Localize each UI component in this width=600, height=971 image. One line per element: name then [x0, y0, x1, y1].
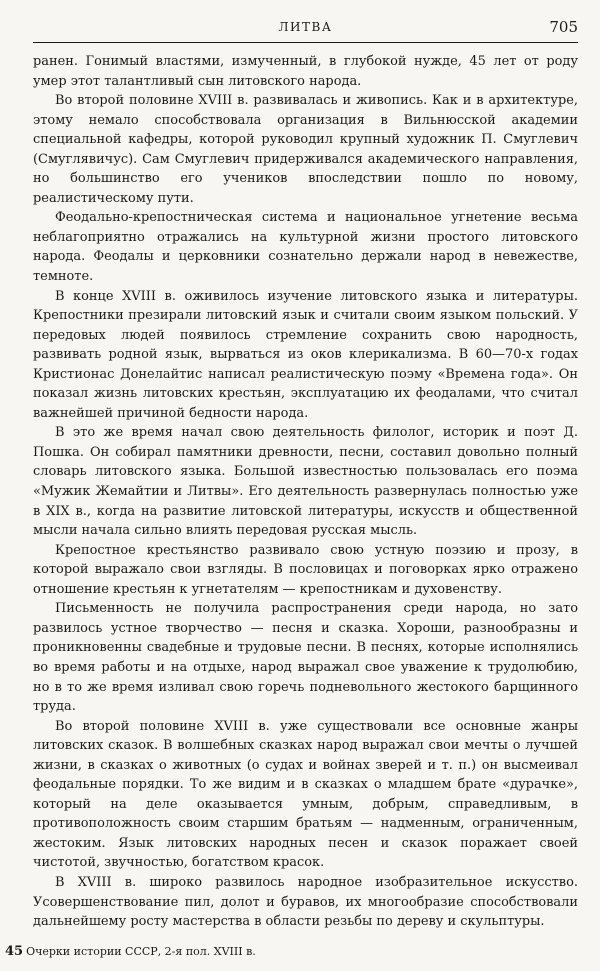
page-header [33, 18, 578, 40]
body-text [33, 52, 578, 932]
paragraph: В XVIII в. широко развилось народное изобразительное искусство. Усовершенствование пил, долот и буравов, их многообразие способствовали дальнейшему росту мастерства в области резьбы по дереву и скульптуры. [33, 874, 578, 930]
imprint: Очерки истории СССР, 2-я пол. XVIII в. [26, 945, 256, 958]
page-number: 705 [549, 18, 578, 36]
paragraph: Крепостное крестьянство развивало свою устную поэзию и прозу, в которой выражало свои взгляды. В пословицах и поговорках ярко отражено отношение крестьян к угнетателям — крепостникам и духовенству. [33, 542, 578, 597]
header-rule [33, 42, 578, 43]
paragraph: В это же время начал свою деятельность филолог, историк и поэт Д. Пошка. Он собирал памятники древности, песни, составил довольно полный словарь литовского языка. Большой известностью пользовалась его поэма «Мужик Жемайтии и Литвы». Его деятельность развернулась полностью уже в XIX в., когда на развитие литовской литературы, искусств и общественной мысли начала сильно влиять передовая русская мысль. [33, 425, 578, 539]
paragraph: Во второй половине XVIII в. уже существовали все основные жанры литовских сказок. В волшебных сказках народ выражал свои мечты о лучшей жизни, в сказках о животных (о судах и войнах зверей и т. п.) он высмеивал феодальные порядки. То же видим и в сказках о младшем брате «дурачке», который на деле оказывается умным, добрым, справедливым, в противоположность своим старшим братьям — надменным, ограниченным, жестоким. Язык литовских народных песен и сказок поражает своей чистотой, звучностью, богатством красок. [33, 718, 578, 871]
paragraph: В конце XVIII в. оживилось изучение литовского языка и литературы. Крепостники презирали литовский язык и считали своим языком польский. У передовых людей появилось стремление сохранить свою народность, развивать родной язык, вырваться из оков клерикализма. В 60—70-х годах Кристионас Донелайтис написал реалистическую поэму «Времена года». Он показал жизнь литовских крестьян, эксплуатацию их феодалами, что считал важнейшей причиной бедности народа. [33, 288, 578, 421]
paragraph: Во второй половине XVIII в. развивалась и живопись. Как и в архитектуре, этому немало способствовала организация в Вильнюсской академии специальной кафедры, которой руководил крупный художник П. Смуглевич (Смуглявичус). Сам Смуглевич придерживался академического направления, но большинство его учеников впоследствии пошло по новому, реалистическому пути. [33, 93, 578, 206]
paragraph: Письменность не получила распространения среди народа, но зато развилось устное творчество — песня и сказка. Хороши, разнообразны и проникновенны свадебные и трудовые песни. В песнях, которые исполнялись во время работы и на отдыхе, народ выражал свое уважение к трудолюбию, но в то же время изливал свою горечь подневольного жестокого барщинного труда. [33, 601, 578, 715]
page-footer [5, 944, 256, 959]
paragraph: Феодально-крепостническая система и национальное угнетение весьма неблагоприятно отражались на культурной жизни простого литовского народа. Феодалы и церковники сознательно держали народ в невежестве, темноте. [33, 210, 578, 285]
running-head: ЛИТВА [278, 20, 333, 34]
paragraph: ранен. Гонимый властями, измученный, в глубокой нужде, 45 лет от роду умер этот талантливый сын литовского народа. [33, 54, 578, 89]
signature-number: 45 [5, 944, 24, 959]
